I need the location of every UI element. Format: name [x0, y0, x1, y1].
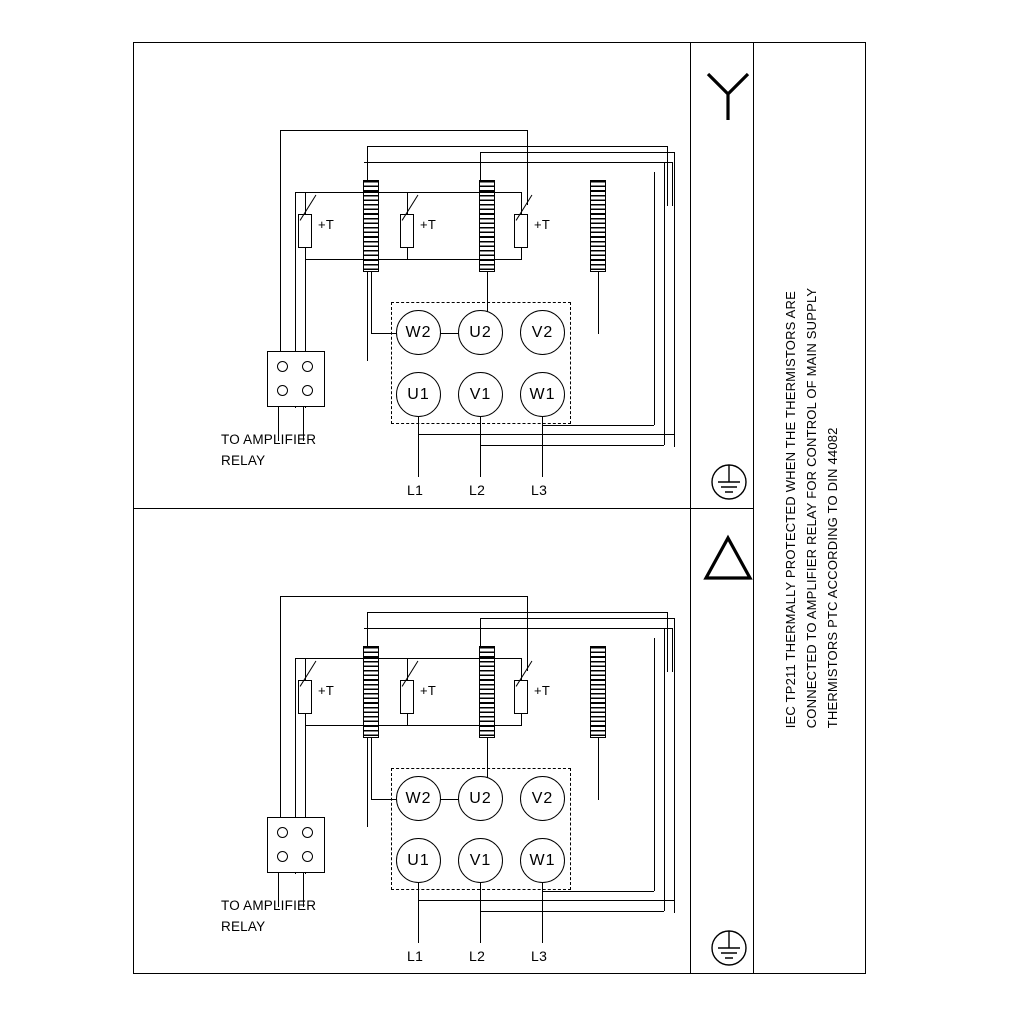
wire-loop-b-top [367, 146, 667, 147]
thermistor-label-1: +T [318, 217, 335, 232]
phase-label-l2: L2 [469, 482, 486, 498]
amplifier-relay-terminal-block [267, 817, 325, 873]
panel-star-connection [133, 42, 753, 508]
thermistor-1 [298, 214, 312, 248]
wire-th3-top [521, 192, 522, 214]
wire-coil1-down [371, 272, 372, 334]
thermistor-label-3: +T [534, 217, 551, 232]
terminal-dot [277, 361, 288, 372]
wire-th3-bottom [521, 248, 522, 260]
thermistor-slash-icon [300, 661, 317, 687]
motor-terminal-v2: V2 [520, 776, 565, 821]
motor-winding-coil-3 [590, 646, 606, 738]
amplifier-relay-label-line1: TO AMPLIFIER [221, 432, 317, 447]
wire-lower-bus-1 [418, 434, 674, 435]
wire-th-top-bus [295, 192, 521, 193]
wire-th-link-12 [306, 725, 407, 726]
thermistor-label-1: +T [318, 683, 335, 698]
wire-th-top-bus [295, 658, 521, 659]
note-column [757, 42, 865, 974]
wire-th-link-12 [306, 259, 407, 260]
wire-return-1 [674, 618, 675, 913]
thermistor-2 [400, 680, 414, 714]
wire-loop-b-right [667, 146, 668, 206]
wire-loop-a-top [280, 130, 527, 131]
wire-coil1-down [371, 738, 372, 800]
terminal-dot [302, 385, 313, 396]
wire-loop-d-top [480, 152, 674, 153]
star-connection-icon [698, 62, 758, 122]
thermistor-3 [514, 680, 528, 714]
wire-loop-d-top [480, 618, 674, 619]
wire-loop-c-right [672, 162, 673, 206]
terminal-dot [302, 361, 313, 372]
terminal-dot [277, 827, 288, 838]
wire-loop-a-right [527, 130, 528, 205]
wire-lower-bus-3 [542, 425, 654, 426]
amplifier-relay-terminal-block [267, 351, 325, 407]
thermistor-3 [514, 214, 528, 248]
thermistor-2 [400, 214, 414, 248]
wire-return-1 [674, 152, 675, 447]
thermistor-1 [298, 680, 312, 714]
note-line-3: THERMISTORS PTC ACCORDING TO DIN 44082 [824, 427, 840, 729]
thermistor-slash-icon [516, 661, 533, 687]
terminal-dot [302, 851, 313, 862]
earth-ground-icon [701, 454, 757, 510]
amplifier-relay-label-line2: RELAY [221, 453, 266, 468]
wire-loop-c-right [672, 628, 673, 672]
phase-label-l1: L1 [407, 482, 424, 498]
thermistor-slash-icon [300, 195, 317, 221]
earth-ground-icon [701, 920, 757, 976]
wire-lower-bus-2 [480, 445, 664, 446]
motor-terminal-v1: V1 [458, 838, 503, 883]
wire-th3-bottom [521, 714, 522, 726]
thermistor-slash-icon [402, 195, 419, 221]
wire-return-2 [664, 628, 665, 911]
wire-loop-b-top [367, 612, 667, 613]
thermistor-label-2: +T [420, 217, 437, 232]
wire-coil3-down [598, 738, 599, 800]
wire-lower-bus-1 [418, 900, 674, 901]
motor-terminal-w2: W2 [396, 310, 441, 355]
note-line-1: IEC TP211 THERMALLY PROTECTED WHEN THE THERMISTORS ARE [782, 291, 798, 729]
amplifier-relay-label-line1: TO AMPLIFIER [221, 898, 317, 913]
terminal-dot [277, 851, 288, 862]
wire-loop-a-left [280, 596, 281, 826]
wire-phase-l2 [480, 883, 481, 943]
wire-lower-bus-2 [480, 911, 664, 912]
thermistor-slash-icon [516, 195, 533, 221]
motor-terminal-v2: V2 [520, 310, 565, 355]
thermistor-slash-icon [402, 661, 419, 687]
wire-coil3-down [598, 272, 599, 334]
thermistor-label-3: +T [534, 683, 551, 698]
wire-loop-a-top [280, 596, 527, 597]
wire-th-link-23 [407, 259, 521, 260]
thermistor-label-2: +T [420, 683, 437, 698]
wire-loop-c-top [364, 628, 672, 629]
amplifier-relay-label-line2: RELAY [221, 919, 266, 934]
motor-terminal-w2: W2 [396, 776, 441, 821]
motor-terminal-u1: U1 [396, 838, 441, 883]
motor-terminal-u1: U1 [396, 372, 441, 417]
wire-phase-l2 [480, 417, 481, 477]
wire-th2-top [407, 658, 408, 680]
wire-th2-top [407, 192, 408, 214]
wire-loop-b-right [667, 612, 668, 672]
motor-winding-coil-3 [590, 180, 606, 272]
motor-terminal-v1: V1 [458, 372, 503, 417]
phase-label-l1: L1 [407, 948, 424, 964]
phase-label-l3: L3 [531, 482, 548, 498]
wire-loop-c-top [364, 162, 672, 163]
delta-connection-icon [698, 528, 758, 588]
phase-label-l3: L3 [531, 948, 548, 964]
note-line-2: CONNECTED TO AMPLIFIER RELAY FOR CONTROL OF MAIN SUPPLY [803, 287, 819, 729]
terminal-dot [277, 385, 288, 396]
phase-label-l2: L2 [469, 948, 486, 964]
wire-phase-l1 [418, 883, 419, 943]
wire-th3-top [521, 658, 522, 680]
wire-th1-top [305, 658, 306, 680]
panel-delta-connection [133, 508, 753, 974]
wire-return-2 [664, 162, 665, 445]
terminal-dot [302, 827, 313, 838]
motor-terminal-u2: U2 [458, 310, 503, 355]
wire-loop-a-left [280, 130, 281, 360]
wire-return-3 [654, 638, 655, 891]
motor-terminal-w1: W1 [520, 372, 565, 417]
wire-phase-l1 [418, 417, 419, 477]
motor-terminal-u2: U2 [458, 776, 503, 821]
motor-terminal-w1: W1 [520, 838, 565, 883]
wire-lower-bus-3 [542, 891, 654, 892]
wire-th-link-23 [407, 725, 521, 726]
wire-return-3 [654, 172, 655, 425]
wire-th1-top [305, 192, 306, 214]
wire-loop-a-right [527, 596, 528, 671]
